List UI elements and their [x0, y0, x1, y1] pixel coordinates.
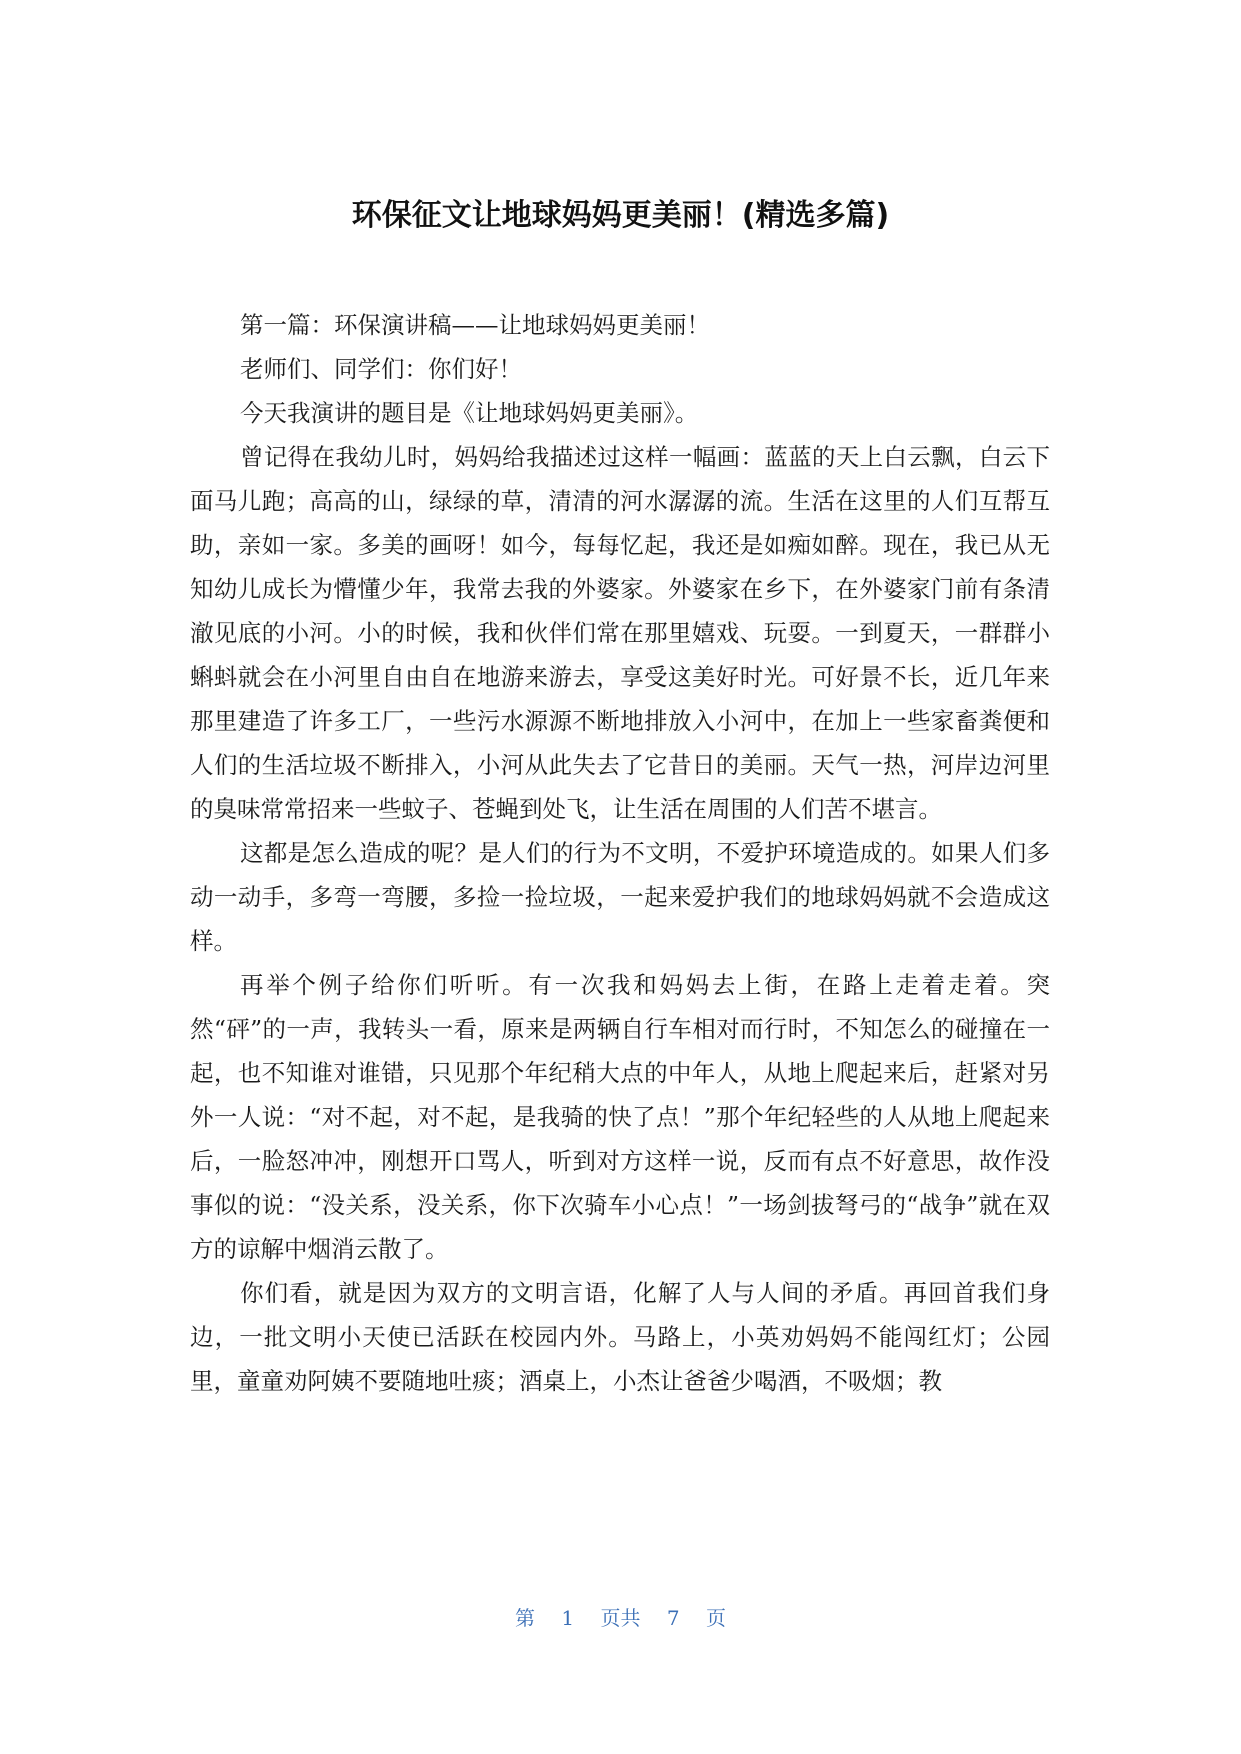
paragraph: 再举个例子给你们听听。有一次我和妈妈去上街，在路上走着走着。突然“砰”的一声，我转头一看，原来是两辆自行车相对而行时，不知怎么的碰撞在一起，也不知谁对谁错，只见那个年纪稍大点的中年人，从地上爬起来后，赶紧对另外一人说：“对不起，对不起，是我骑的快了点！”那个年纪轻些的人从地上爬起来后，一脸怒冲冲，刚想开口骂人，听到对方这样一说，反而有点不好意思，故作没事似的说：“没关系，没关系，你下次骑车小心点！”一场剑拔弩弓的“战争”就在双方的谅解中烟消云散了。 [190, 971, 1050, 1263]
footer-current-page: 1 [561, 1606, 575, 1630]
paragraph: 第一篇：环保演讲稿——让地球妈妈更美丽！ [240, 311, 710, 339]
page-footer [0, 1602, 1241, 1631]
paragraph: 你们看，就是因为双方的文明言语，化解了人与人间的矛盾。再回首我们身边，一批文明小天使已活跃在校园内外。马路上，小英劝妈妈不能闯红灯；公园里，童童劝阿姨不要随地吐痰；酒桌上，小杰让爸爸少喝酒，不吸烟；教 [190, 1279, 1050, 1395]
paragraph: 曾记得在我幼儿时，妈妈给我描述过这样一幅画：蓝蓝的天上白云飘，白云下面马儿跑；高高的山，绿绿的草，清清的河水潺潺的流。生活在这里的人们互帮互助，亲如一家。多美的画呀！如今，每每忆起，我还是如痴如醉。现在，我已从无知幼儿成长为懵懂少年，我常去我的外婆家。外婆家在乡下，在外婆家门前有条清澈见底的小河。小的时候，我和伙伴们常在那里嬉戏、玩耍。一到夏天，一群群小蝌蚪就会在小河里自由自在地游来游去，享受这美好时光。可好景不长，近几年来那里建造了许多工厂，一些污水源源不断地排放入小河中，在加上一些家畜粪便和人们的生活垃圾不断排入，小河从此失去了它昔日的美丽。天气一热，河岸边河里的臭味常常招来一些蚊子、苍蝇到处飞，让生活在周围的人们苦不堪言。 [190, 443, 1050, 823]
paragraph: 老师们、同学们：你们好！ [240, 355, 522, 383]
footer-suffix: 页 [705, 1606, 726, 1630]
document-title: 环保征文让地球妈妈更美丽！(精选多篇) [351, 198, 890, 233]
footer-total-pages: 7 [666, 1606, 680, 1630]
footer-prefix: 第 [515, 1606, 536, 1630]
paragraph: 这都是怎么造成的呢？是人们的行为不文明，不爱护环境造成的。如果人们多动一动手，多弯一弯腰，多捡一捡垃圾，一起来爱护我们的地球妈妈就不会造成这样。 [190, 839, 1050, 955]
paragraph: 今天我演讲的题目是《让地球妈妈更美丽》。 [240, 399, 699, 427]
footer-mid: 页共 [600, 1606, 641, 1630]
document-body [190, 303, 1050, 1403]
